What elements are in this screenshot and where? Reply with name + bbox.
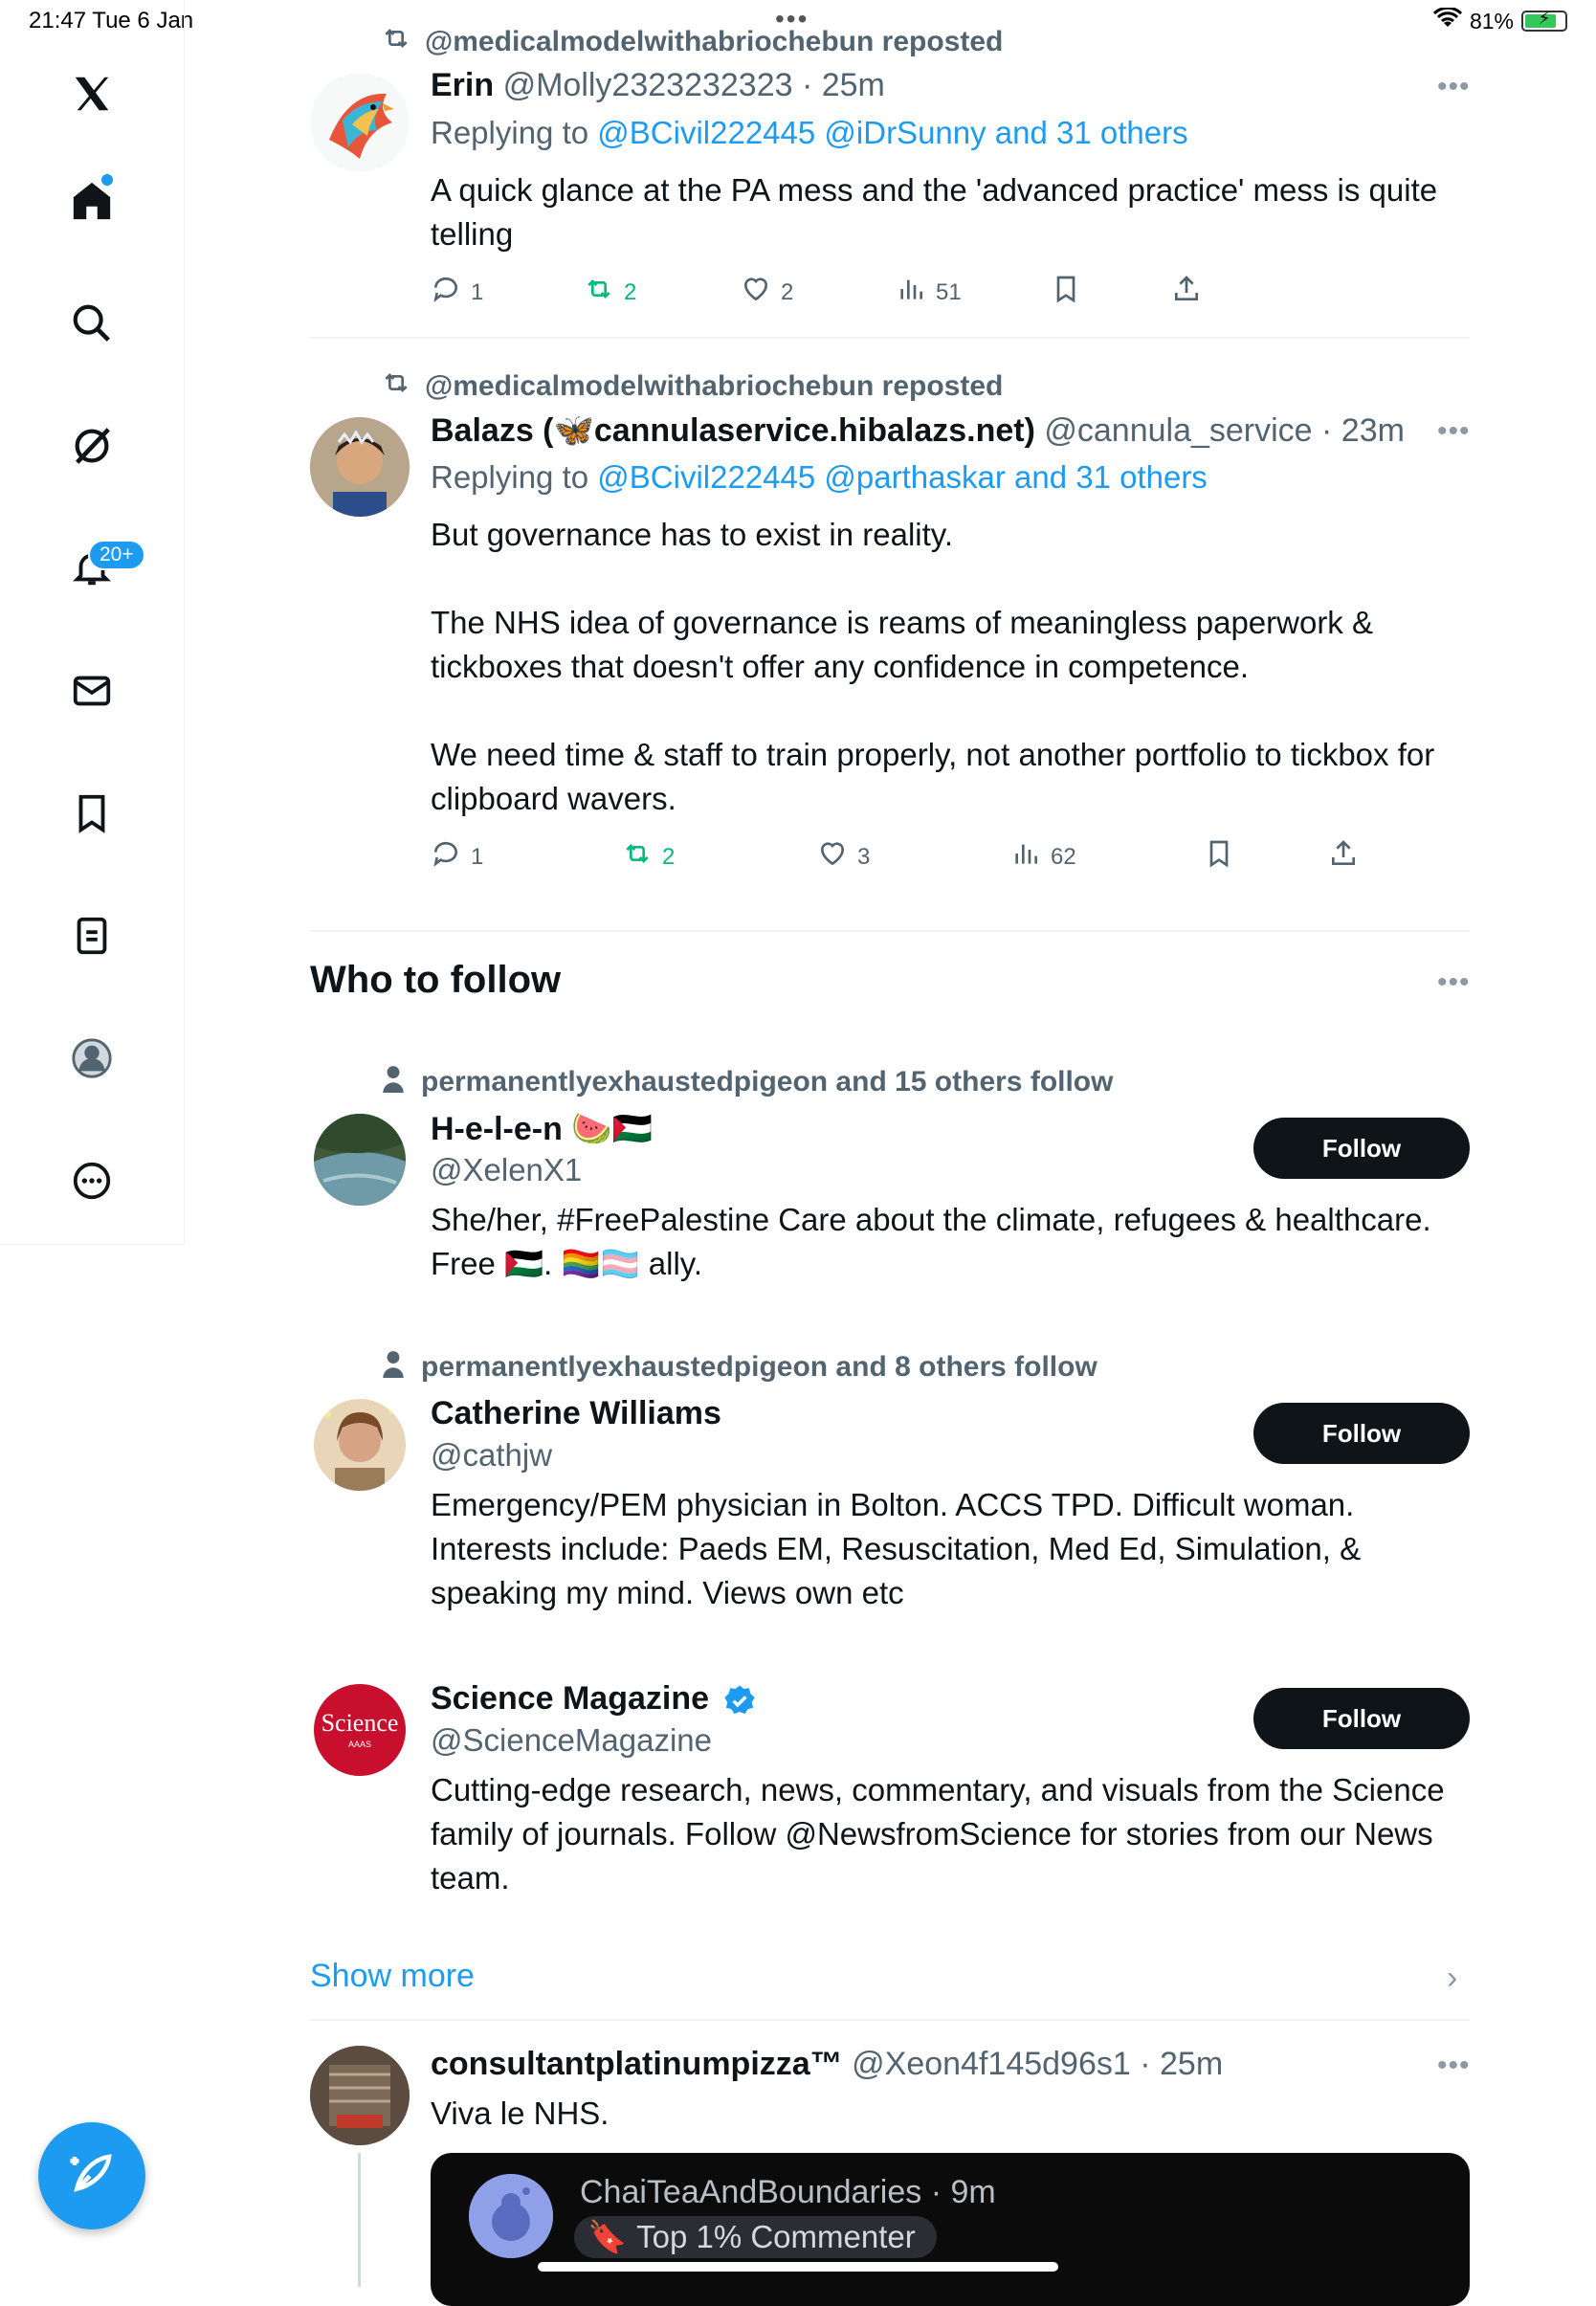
search-icon[interactable] (63, 295, 121, 352)
reply-icon (431, 274, 461, 311)
divider (310, 2019, 1470, 2021)
share-button[interactable] (1171, 274, 1202, 311)
sidebar-nav (0, 0, 185, 1245)
follow-button[interactable]: Follow (1253, 1118, 1470, 1179)
author-name[interactable]: consultantplatinumpizza™ (431, 2046, 843, 2082)
share-icon (1171, 274, 1202, 311)
share-button[interactable] (1328, 838, 1359, 876)
status-right (1433, 8, 1567, 34)
reply-context: Replying to @BCivil222445 @iDrSunny and 31 others (431, 115, 1188, 150)
multitasking-dots[interactable]: ••• (775, 4, 809, 33)
repost-icon (381, 367, 411, 406)
tweet-text-para-2: The NHS idea of governance is reams of meaningless paperwork & tickboxes that doesn't offer any confidence in competence. (431, 605, 1373, 684)
chevron-right-icon[interactable]: › (1447, 1960, 1458, 1996)
tweet-text-para-1: But governance has to exist in reality. (431, 517, 954, 552)
verified-badge-icon (723, 1684, 756, 1717)
suggested-user-name[interactable]: Catherine Williams (431, 1395, 721, 1431)
author-name[interactable]: Balazs (🦋cannulaservice.hibalazs.net) (431, 412, 1035, 449)
tweet-author[interactable] (431, 67, 885, 104)
avatar[interactable] (310, 73, 410, 172)
avatar[interactable] (314, 1114, 406, 1206)
battery-icon: ⚡ (1521, 11, 1567, 32)
share-icon (1328, 838, 1359, 876)
who-to-follow-title: Who to follow (310, 959, 562, 1001)
reply-to-link[interactable]: @BCivil222445 @iDrSunny and 31 others (597, 115, 1188, 150)
profile-avatar-icon[interactable] (63, 1030, 121, 1087)
notifications-badge: 20+ (88, 540, 145, 570)
home-indicator[interactable] (538, 2262, 1058, 2272)
author-handle[interactable]: @Xeon4f145d96s1 · 25m (852, 2046, 1224, 2082)
tweet-more-icon[interactable]: ••• (1437, 2050, 1471, 2081)
tweet-author[interactable] (431, 411, 1405, 450)
x-logo-icon[interactable] (63, 65, 121, 122)
suggested-user-bio: Emergency/PEM physician in Bolton. ACCS TPD. Difficult woman. Interests include: Paeds EM, Resuscitation, Med Ed, Simulation, & speaking my mind. Views own etc (431, 1487, 1362, 1610)
heart-icon (817, 838, 848, 876)
tweet-more-icon[interactable]: ••• (1437, 71, 1471, 102)
tweet-text: Viva le NHS. (431, 2095, 610, 2131)
embed-badge: 🔖 Top 1% Commenter (574, 2216, 937, 2258)
views-button[interactable]: 51 (896, 274, 962, 311)
reply-button[interactable]: 1 (431, 838, 483, 876)
views-icon (896, 274, 926, 311)
messages-icon[interactable] (63, 662, 121, 720)
tweet-more-icon[interactable]: ••• (1437, 415, 1471, 447)
badge-icon: 🔖 (587, 2218, 628, 2254)
home-unread-dot (101, 174, 113, 186)
bookmark-button[interactable] (1051, 274, 1081, 311)
compose-button[interactable] (38, 2122, 145, 2229)
compose-feather-icon (66, 2148, 118, 2205)
author-name[interactable]: Erin (431, 67, 495, 103)
repost-icon (381, 23, 411, 61)
suggested-user-handle[interactable]: @XelenX1 (431, 1152, 583, 1187)
grok-icon[interactable] (63, 417, 121, 475)
views-button[interactable]: 62 (1010, 838, 1076, 876)
bookmark-icon (1204, 838, 1234, 876)
suggested-user-name[interactable]: H-e-l-e-n 🍉🇵🇸 (431, 1111, 653, 1147)
more-options-icon[interactable] (63, 1152, 121, 1209)
reply-icon (431, 838, 461, 876)
tweet-author[interactable] (431, 2046, 1223, 2083)
avatar[interactable] (314, 1399, 406, 1491)
suggested-user-bio: She/her, #FreePalestine Care about the climate, refugees & healthcare. Free 🇵🇸. 🏳️‍🌈🏳️‍⚧️ ally. (431, 1202, 1431, 1281)
suggested-user-handle[interactable]: @ScienceMagazine (431, 1722, 712, 1758)
who-to-follow-more-icon[interactable]: ••• (1437, 966, 1471, 998)
person-icon (381, 1349, 406, 1386)
thread-line (358, 2153, 361, 2287)
battery-percent: 81% (1469, 8, 1514, 33)
follow-context: permanentlyexhaustedpigeon and 15 others follow (381, 1064, 1113, 1100)
repost-context: @medicalmodelwithabriochebun reposted (381, 367, 1003, 406)
avatar[interactable] (310, 2046, 410, 2145)
reply-to-link[interactable]: @BCivil222445 @parthaskar and 31 others (597, 459, 1208, 495)
person-icon (381, 1064, 406, 1100)
reply-context: Replying to @BCivil222445 @parthaskar and 31 others (431, 459, 1208, 495)
follow-button[interactable]: Follow (1253, 1403, 1470, 1464)
repost-button[interactable]: 2 (622, 838, 675, 876)
repost-icon (584, 274, 614, 311)
repost-button[interactable]: 2 (584, 274, 636, 311)
lists-icon[interactable] (63, 907, 121, 965)
avatar[interactable]: Science AAAS (314, 1684, 406, 1776)
bookmark-button[interactable] (1204, 838, 1234, 876)
avatar[interactable] (310, 417, 410, 517)
embed-username: ChaiTeaAndBoundaries · 9m (580, 2174, 996, 2210)
bookmarks-icon[interactable] (63, 785, 121, 842)
tweet-text: A quick glance at the PA mess and the 'advanced practice' mess is quite telling (431, 172, 1438, 252)
suggested-user-handle[interactable]: @cathjw (431, 1437, 553, 1473)
follow-button[interactable]: Follow (1253, 1688, 1470, 1749)
divider (310, 337, 1470, 339)
like-button[interactable]: 3 (817, 838, 870, 876)
heart-icon (741, 274, 771, 311)
follow-context: permanentlyexhaustedpigeon and 8 others follow (381, 1349, 1097, 1386)
status-time: 21:47 Tue 6 Jan (29, 8, 194, 33)
tweet-text-para-3: We need time & staff to train properly, not another portfolio to tickbox for clipboard wavers. (431, 737, 1435, 816)
like-button[interactable]: 2 (741, 274, 793, 311)
views-icon (1010, 838, 1041, 876)
show-more-link[interactable]: Show more (310, 1958, 475, 1994)
author-handle[interactable]: @cannula_service · 23m (1044, 412, 1405, 449)
reply-button[interactable]: 1 (431, 274, 483, 311)
suggested-user-bio: Cutting-edge research, news, commentary, and visuals from the Science family of journals. Follow @NewsfromScience for stories from our News team. (431, 1772, 1445, 1896)
author-handle[interactable]: @Molly2323232323 · 25m (502, 67, 885, 103)
suggested-user-name[interactable]: Science Magazine (431, 1680, 756, 1718)
repost-icon (622, 838, 653, 876)
repost-context: @medicalmodelwithabriochebun reposted (381, 23, 1003, 61)
embed-avatar (469, 2174, 553, 2258)
bookmark-icon (1051, 274, 1081, 311)
divider (310, 930, 1470, 932)
wifi-icon (1433, 8, 1462, 34)
